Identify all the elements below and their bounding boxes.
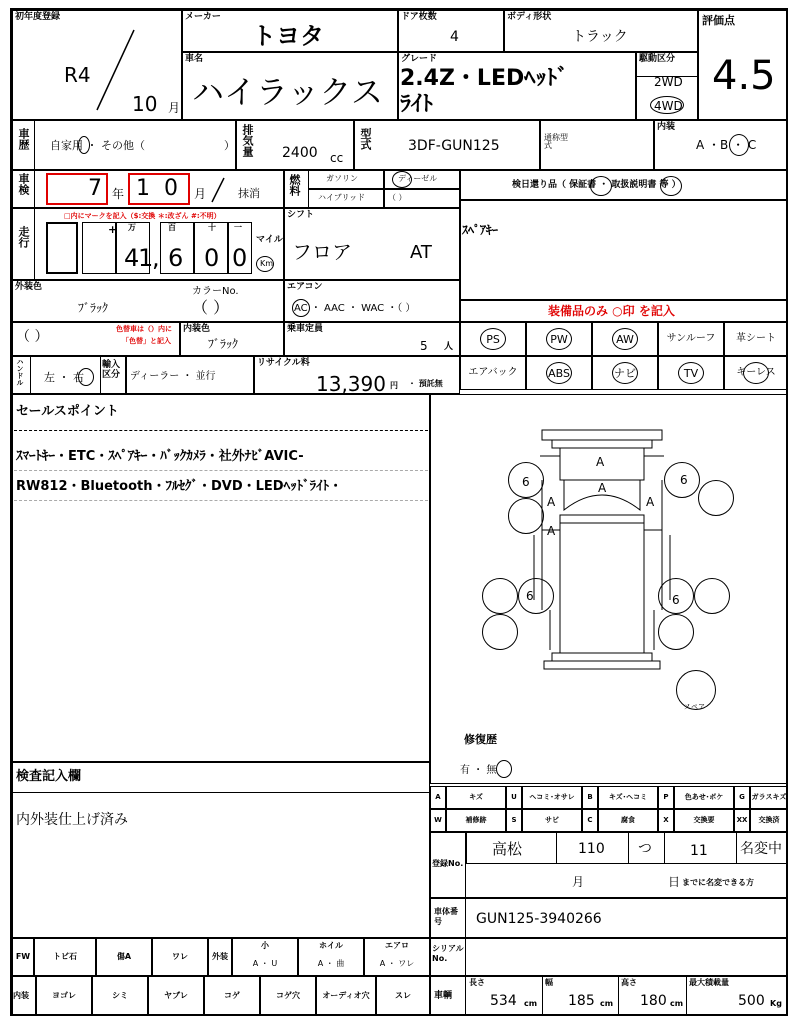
inspection-label: 車検: [17, 173, 30, 195]
mark-6-3: 6: [526, 589, 534, 603]
mileage-comma: ,: [152, 244, 160, 272]
recycle-value: 13,390: [316, 372, 386, 396]
inspect-note-value: 内外装仕上げ済み: [16, 812, 128, 828]
dim-length-label: 長さ: [469, 978, 485, 987]
legend-1-9: 交換済: [758, 816, 780, 824]
mileage-digit-4: 0: [204, 244, 220, 272]
reg-class: 110: [578, 841, 605, 857]
ext-flaw-3: ワレ: [172, 952, 188, 961]
int-flaw-label: 内装: [13, 991, 29, 1000]
maker-label: メーカー: [185, 12, 221, 22]
fuel-hybrid: ハイブリッド: [318, 193, 366, 202]
mark-a-2: A: [598, 481, 607, 495]
dim-width-unit: cm: [600, 999, 614, 1008]
mark-a-4: A: [646, 495, 655, 509]
mileage-label: 走行: [17, 226, 30, 248]
mileage-ju: 十: [208, 223, 216, 232]
spare-key: ｽﾍﾟｱｷｰ: [462, 223, 499, 237]
interior-grade-label: 内装: [657, 122, 676, 132]
ext-flaw-0: FW: [15, 952, 31, 961]
score-label: 評価点: [702, 14, 735, 27]
equip-0-2-circle: [612, 328, 638, 350]
reg-month: 月: [572, 875, 585, 889]
history-close: ）: [224, 139, 235, 152]
dim-width: 185: [568, 993, 595, 1009]
legend-1-0: W: [434, 816, 442, 824]
repair-circle: [496, 760, 512, 778]
legend-0-4: B: [587, 793, 593, 801]
inspection-year: 7: [88, 176, 102, 201]
displacement-label: 排気量: [241, 124, 254, 157]
legend-0-9: ガラスキズ: [751, 793, 787, 801]
wheel-rl-outer: [482, 578, 518, 614]
mileage-km: Km: [260, 259, 274, 268]
first-reg-month: 10: [132, 92, 158, 116]
vin-value: GUN125-3940266: [476, 911, 602, 927]
displacement-value: 2400: [282, 145, 318, 161]
legend-0-3: ヘコミ･オサレ: [529, 793, 575, 801]
dim-div-3: [686, 976, 687, 1016]
paint-note-2: 「色替」と記入: [122, 337, 171, 345]
mileage-digit-1: 4: [124, 244, 140, 272]
mileage-ichi: 一: [234, 223, 242, 232]
displacement-unit: cc: [330, 151, 344, 165]
reg-deadline: までに名変できる方: [682, 878, 754, 887]
mark-6-4: 6: [672, 593, 680, 607]
int-flaw-5: オーディオ穴: [322, 991, 370, 1000]
ext-flaw-sub-0-label: 小: [261, 941, 269, 950]
int-flaw-0: ヨゴレ: [52, 991, 76, 1000]
inspect-note-cell: [12, 762, 430, 938]
legend-0-5: キズ･ヘコミ: [608, 793, 648, 801]
handle-label: ハンドル: [16, 358, 24, 386]
grade-line2: ﾗｲﾄ: [400, 92, 434, 117]
legend-0-1: キズ: [469, 793, 483, 801]
interior-color-value: ﾌﾞﾗｯｸ: [208, 337, 239, 351]
reg-number: 11: [690, 843, 708, 859]
legend-1-1: 補修跡: [465, 816, 487, 824]
recycle-unit: 円: [390, 381, 398, 390]
shift-label: シフト: [287, 210, 315, 220]
ext-flaw-sub-1-label: ホイル: [319, 941, 343, 950]
ext-flaw-2: 傷A: [116, 952, 132, 961]
mark-a-3: A: [547, 495, 556, 509]
wheel-rr-outer: [694, 578, 730, 614]
reg-div-3: [664, 832, 665, 864]
dim-height-unit: cm: [670, 999, 684, 1008]
grade-line1: 2.4Z・LEDﾍｯﾄﾞ: [400, 66, 569, 91]
reg-div-1: [556, 832, 557, 864]
ext-flaw-sub-2-label: エアロ: [385, 941, 409, 950]
repair-value: 有 ・ 無: [460, 765, 497, 776]
ext-flaw-sub-0-value: A ・ U: [252, 959, 278, 968]
equip-0-0: PS: [486, 333, 500, 346]
wheel-rl-2: [482, 614, 518, 650]
capacity-label: 乗車定員: [287, 324, 324, 334]
sales-points-label: セールスポイント: [16, 404, 119, 419]
mileage-digit-2: 1: [138, 244, 154, 272]
recycle-label: リサイクル料: [257, 358, 310, 368]
legend-1-8: XX: [736, 816, 748, 824]
reg-area: 高松: [492, 840, 523, 858]
mileage-mile: マイル: [256, 235, 283, 245]
body-type-label: ボディ形状: [507, 12, 552, 22]
equip-1-2-circle: [612, 362, 638, 384]
car-name-label: 車名: [185, 54, 204, 64]
equip-1-2: ナビ: [614, 367, 636, 380]
aircon-value: AC ・ AAC ・ WAC ・（ ）: [294, 303, 416, 314]
inspection-month-unit: 月: [194, 187, 207, 201]
shift-type: フロア: [292, 240, 352, 264]
equipment-header: 装備品のみ ○印 を記入: [548, 304, 675, 318]
int-flaw-1: シミ: [112, 991, 128, 1000]
exterior-color-label: 外装色: [15, 282, 43, 292]
capacity-unit: 人: [444, 342, 454, 352]
exterior-color-value: ﾌﾞﾗｯｸ: [78, 301, 109, 315]
equip-0-0-circle: [480, 328, 506, 350]
int-flaw-3: コゲ: [224, 991, 240, 1000]
dim-load: 500: [738, 993, 765, 1009]
dimensions-label: 車輌: [434, 991, 453, 1001]
legend-0-8: G: [739, 793, 745, 801]
reg-no-label: 登録No.: [432, 859, 464, 868]
model-value: 3DF-GUN125: [408, 138, 500, 154]
legend-0-2: U: [511, 793, 517, 801]
equip-0-4: 革シート: [736, 333, 776, 344]
spare-label: スペア: [684, 703, 705, 711]
first-reg-month-unit: 月: [168, 101, 181, 115]
drive-2wd: 2WD: [654, 75, 683, 89]
fuel-diesel: ディーゼル: [398, 174, 438, 183]
ext-flaw-4: 外装: [212, 952, 228, 961]
mark-a-5: A: [547, 524, 556, 538]
dim-height-label: 高さ: [621, 978, 637, 987]
repair-label: 修復歴: [464, 733, 497, 746]
equip-1-4: キーレス: [736, 367, 776, 378]
documents-text: 検日還り品（ 保証書 ・ 取扱説明書 等 ）: [512, 180, 681, 190]
shift-trans: AT: [410, 242, 432, 263]
import-label: 輸入区分: [102, 360, 121, 380]
vin-label: 車体番号: [434, 907, 458, 926]
equip-1-0: エアバック: [468, 367, 518, 378]
wheel-fr-outer: [698, 480, 734, 516]
grade-label: グレード: [401, 54, 438, 64]
paint-note-1: 色替車は（）内に: [116, 325, 172, 333]
drive-4wd: 4WD: [654, 99, 683, 113]
mileage-hyaku: 百: [168, 223, 176, 232]
mileage-plus: +: [108, 223, 118, 236]
legend-0-0: A: [435, 793, 441, 801]
mileage-digit-5: 0: [232, 244, 248, 272]
score-value: 4.5: [712, 53, 776, 99]
serial-label: シリアルNo.: [432, 944, 464, 963]
reg-div-2: [628, 832, 629, 864]
aircon-label: エアコン: [287, 282, 323, 292]
equip-1-1: ABS: [548, 367, 570, 380]
inspection-cancel: 抹消: [238, 187, 260, 200]
fuel-gasoline: ガソリン: [326, 174, 358, 183]
mark-6-1: 6: [522, 475, 530, 489]
inspection-year-unit: 年: [112, 187, 125, 201]
wheel-rl: [518, 578, 554, 614]
first-reg-year: R4: [64, 63, 91, 87]
interior-color-label: 内装色: [183, 324, 211, 334]
mileage-digit-3: 6: [168, 244, 184, 272]
equip-1-4-circle: [743, 362, 769, 384]
reg-change: 名変中: [740, 841, 782, 857]
sales-points-line2: RW812・Bluetooth・ﾌﾙｾｸﾞ・DVD・LEDﾍｯﾄﾞﾗｲﾄ・: [16, 479, 343, 494]
color-no-paren: （ ）: [192, 298, 230, 317]
inspect-note-divider: [12, 792, 430, 793]
int-flaw-4: コゲ穴: [276, 991, 300, 1000]
maker-value: トヨタ: [252, 22, 324, 50]
import-value: ディーラー ・ 並行: [130, 371, 216, 382]
doors-label: ドア枚数: [401, 12, 437, 22]
interior-grade-value: A ・B ・ C: [696, 138, 757, 152]
dim-load-unit: Kg: [770, 999, 782, 1008]
doors-value: 4: [450, 29, 459, 45]
auction-sheet: [10, 8, 788, 1016]
legend-0-6: P: [663, 793, 669, 801]
equip-1-3: TV: [683, 367, 699, 380]
int-flaw-2: ヤブレ: [164, 991, 188, 1000]
legend-1-4: C: [587, 816, 593, 824]
mark-6-2: 6: [680, 473, 688, 487]
fuel-other: （ ）: [388, 193, 407, 202]
inspect-note-label: 検査記入欄: [16, 769, 82, 784]
history-label: 車歴: [17, 128, 30, 150]
ext-flaw-sub-1-value: A ・ 曲: [317, 959, 345, 968]
equip-0-1-circle: [546, 328, 572, 350]
equip-1-1-circle: [546, 362, 572, 384]
body-type-value: トラック: [572, 29, 628, 45]
ext-flaw-1: トビ石: [53, 952, 77, 961]
serial-cell: [430, 938, 788, 976]
wheel-rr-2: [658, 614, 694, 650]
equip-1-3-circle: [678, 362, 704, 384]
reg-div-4: [736, 832, 737, 864]
history-value: 自家用 ・ その他（: [50, 139, 145, 152]
legend-1-6: X: [663, 816, 669, 824]
mileage-note: □内にマークを記入（$:交換 ＊:改ざん #:不明）: [64, 212, 221, 220]
recycle-deposit: ・ 預託無: [408, 379, 443, 388]
inspection-month: 10: [136, 176, 192, 201]
dim-load-label: 最大積載量: [689, 978, 729, 987]
dim-div-2: [618, 976, 619, 1016]
dim-width-label: 幅: [545, 978, 553, 987]
reg-day: 日: [668, 875, 681, 889]
legend-1-5: 腐食: [621, 816, 635, 824]
equip-0-2: AW: [616, 333, 634, 346]
legend-1-3: サビ: [545, 816, 559, 824]
fuel-label: 燃料: [288, 174, 301, 196]
dim-height: 180: [640, 993, 667, 1009]
paint-paren: （ ）: [16, 329, 49, 345]
model-label: 型式: [359, 128, 372, 150]
dim-length-unit: cm: [524, 999, 538, 1008]
reg-kana: つ: [638, 841, 652, 857]
equip-0-1: PW: [550, 333, 568, 346]
drive-label: 駆動区分: [639, 54, 676, 64]
equip-0-3: サンルーフ: [666, 333, 716, 344]
mileage-man: 万: [128, 223, 136, 232]
wheel-fl-inner: [508, 498, 544, 534]
color-no-label: カラーNo.: [192, 286, 239, 297]
mark-a-1: A: [596, 455, 605, 469]
dim-div-1: [542, 976, 543, 1016]
sales-points-line1: ｽﾏｰﾄｷｰ・ETC・ｽﾍﾟｱｷｰ・ﾊﾞｯｸｶﾒﾗ・社外ﾅﾋﾞAVIC-: [16, 449, 304, 464]
legend-1-2: S: [511, 816, 517, 824]
capacity-value: 5: [420, 339, 428, 353]
int-flaw-6: スレ: [395, 991, 411, 1000]
first-reg-label: 初年度登録: [15, 12, 61, 22]
car-name-value: ハイラックス: [192, 73, 384, 111]
legend-0-7: 色あせ･ボケ: [684, 793, 724, 801]
dim-length: 534: [490, 993, 517, 1009]
handle-value: 左 ・ 右: [44, 371, 84, 384]
common-model-label: 通称型式: [544, 133, 568, 150]
legend-1-7: 交換要: [693, 816, 715, 824]
ext-flaw-sub-2-value: A ・ ワレ: [379, 959, 415, 968]
